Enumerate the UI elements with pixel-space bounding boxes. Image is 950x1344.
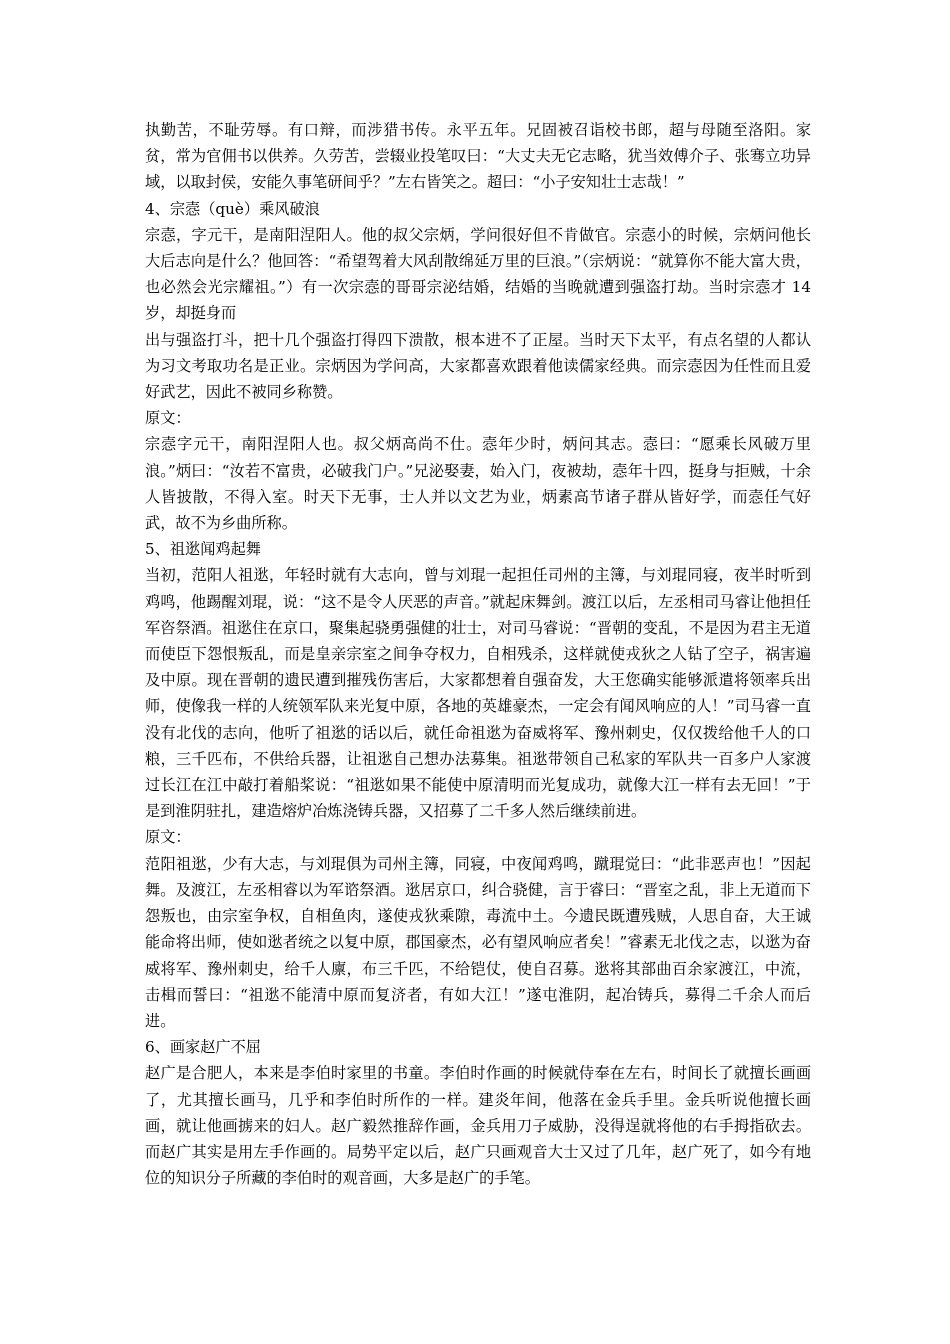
paragraph-ban-chao-original: 执勤苦，不耻劳辱。有口辩，而涉猎书传。永平五年。兄固被召诣校书郎，超与母随至洛阳。家贫，常为官佣书以供养。久劳苦，尝辍业投笔叹曰：“大丈夫无它志略，犹当效傅介子、张骞立功异域，以取封侯，安能久事笔研间乎？”左右皆笑之。超曰：“小子安知壮士志哉！”: [145, 121, 811, 192]
paragraph-zhao-guang-translation: 赵广是合肥人，本来是李伯时家里的书童。李伯时作画的时候就侍奉在左右，时间长了就擅长画画了，尤其擅长画马，几乎和李伯时所作的一样。建炎年间，他落在金兵手里。金兵听说他擅长画画，就让他画掳来的妇人。赵广毅然推辞作画，金兵用刀子威胁，没得逞就将他的右手拇指砍去。而赵广其实是用左手作画的。局势平定以后，赵广只画观音大士又过了几年，赵广死了，如今有地位的知识分子所藏的李伯时的观音画，大多是赵广的手笔。: [145, 1064, 811, 1188]
heading-zhao-guang: 6、画家赵广不屈: [145, 1038, 261, 1057]
heading-zu-ti: 5、祖逖闻鸡起舞: [145, 540, 261, 559]
heading-zong-que: 4、宗悫（què）乘风破浪: [145, 199, 320, 218]
paragraph-zu-ti-original: 范阳祖逖，少有大志，与刘琨俱为司州主簿，同寝，中夜闻鸡鸣，蹴琨觉曰：“此非恶声也！”因起舞。及渡江，左丞相睿以为军谘祭酒。逖居京口，纠合骁健，言于睿曰：“晋室之乱，非上无道而下怨叛也，由宗室争权，自相鱼肉，遂使戎狄乘隙，毒流中土。今遗民既遭残贼，人思自奋，大王诚能命将出师，使如逖者统之以复中原，郡国豪杰，必有望风响应者矣！”睿素无北伐之志，以逖为奋威将军、豫州刺史，给千人廪，布三千匹，不给铠仗，使自召募。逖将其部曲百余家渡江，中流，击楫而誓曰：“祖逖不能清中原而复济者，有如大江！”遂屯淮阴，起冶铸兵，募得二千余人而后进。: [145, 854, 811, 1030]
paragraph-zong-que-translation-2: 出与强盗打斗，把十几个强盗打得四下溃散，根本进不了正屋。当时天下太平，有点名望的人都认为习文考取功名是正业。宗炳因为学问高，大家都喜欢跟着他读儒家经典。而宗悫因为任性而且爱好武艺，因此不被同乡称赞。: [145, 330, 811, 402]
paragraph-zu-ti-translation: 当初，范阳人祖逖，年轻时就有大志向，曾与刘琨一起担任司州的主簿，与刘琨同寝，夜半时听到鸡鸣，他踢醒刘琨，说：“这不是令人厌恶的声音。”就起床舞剑。渡江以后，左丞相司马睿让他担任军咨祭酒。祖逖住在京口，聚集起骁勇强健的壮士，对司马睿说：“晋朝的变乱，不是因为君主无道而使臣下怨恨叛乱，而是皇亲宗室之间争夺权力，自相残杀，这样就使戎狄之人钻了空子，祸害遍及中原。现在晋朝的遗民遭到摧残伤害后，大家都想着自强奋发，大王您确实能够派遣将领率兵出师，使像我一样的人统领军队来光复中原，各地的英雄豪杰，一定会有闻风响应的人！”司马睿一直没有北伐的志向，他听了祖逖的话以后，就任命祖逖为奋威将军、豫州刺史，仅仅拨给他千人的口粮，三千匹布，不供给兵器，让祖逖自己想办法募集。祖逖带领自己私家的军队共一百多户人家渡过长江在江中敲打着船桨说：“祖逖如果不能使中原清明而光复成功，就像大江一样有去无回！”于是到淮阴驻扎，建造熔炉冶炼浇铸兵器，又招募了二千多人然后继续前进。: [145, 566, 811, 821]
document-page: [145, 117, 811, 1191]
paragraph-zong-que-translation-1: 宗悫，字元干，是南阳涅阳人。他的叔父宗炳，学问很好但不肯做官。宗悫小的时候，宗炳问他长大后志向是什么？他回答：“希望驾着大风刮散绵延万里的巨浪。”（宗炳说：“就算你不能大富大贵，也必然会光宗耀祖。”）有一次宗悫的哥哥宗泌结婚，结婚的当晚就遭到强盗打劫。当时宗悫才 14 岁，却挺身而: [145, 225, 811, 323]
heading-original-text: 原文：: [145, 828, 191, 847]
paragraph-zong-que-original: 宗悫字元干，南阳涅阳人也。叔父炳高尚不仕。悫年少时，炳问其志。悫曰：“愿乘长风破万里浪。”炳曰：“汝若不富贵，必破我门户。”兄泌娶妻，始入门，夜被劫，悫年十四，挺身与拒贼，十余人皆披散，不得入室。时天下无事，士人并以文艺为业，炳素高节诸子群从皆好学，而悫任气好武，故不为乡曲所称。: [145, 435, 811, 533]
heading-original-text: 原文：: [145, 409, 191, 428]
